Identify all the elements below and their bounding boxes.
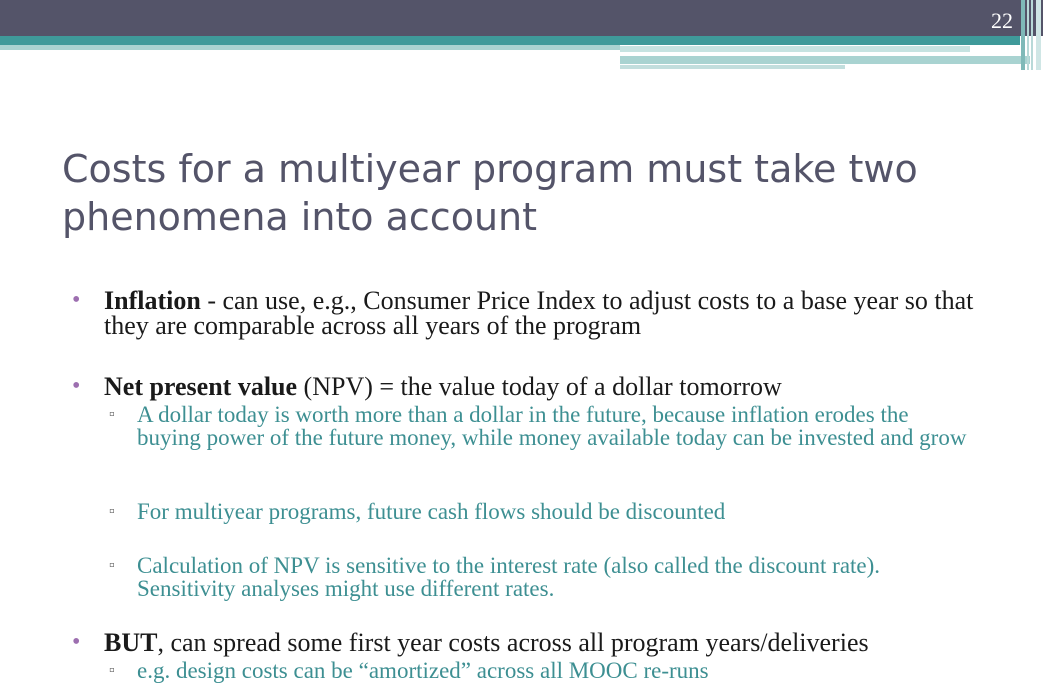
subbullet-amortized [109,658,977,683]
bullet-dot-icon: • [72,629,81,655]
bullet-npv [72,372,984,401]
bullet-text: , can spread some first year costs across all program years/deliveries [157,628,869,657]
square-bullet-icon: ▫ [109,406,115,423]
bullet-dot-icon: • [72,287,81,313]
bullet-bold-term: Inflation [104,286,201,315]
subbullet-sensitivity [109,553,977,601]
bullet-text: (NPV) = the value today of a dollar tomorrow [297,372,782,401]
slide-title: Costs for a multiyear program must take two phenomena into account [62,147,918,239]
square-bullet-icon: ▫ [109,503,115,520]
square-bullet-icon: ▫ [109,557,115,574]
slide-number: 22 [991,8,1013,33]
subbullet-text: A dollar today is worth more than a dollar in the future, because inflation erodes the buying power of the future money, while money available today can be invested and grow [137,402,967,450]
bullet-but [72,628,984,657]
subbullet-dollar-today [109,402,977,450]
subbullet-text: e.g. design costs can be “amortized” across all MOOC re-runs [137,658,709,683]
bullet-bold-term: Net present value [104,372,298,401]
bullet-inflation [72,286,984,340]
subbullet-text: Calculation of NPV is sensitive to the interest rate (also called the discount rate). Sensitivity analyses might use different rates. [137,553,881,601]
bullet-text: - can use, e.g., Consumer Price Index to adjust costs to a base year so that they are comparable across all years of the program [104,286,974,340]
square-bullet-icon: ▫ [109,662,115,679]
subbullet-discounted [109,499,977,524]
bullet-bold-term: BUT [104,628,158,657]
bullet-dot-icon: • [72,373,81,399]
subbullet-text: For multiyear programs, future cash flows should be discounted [137,499,726,524]
